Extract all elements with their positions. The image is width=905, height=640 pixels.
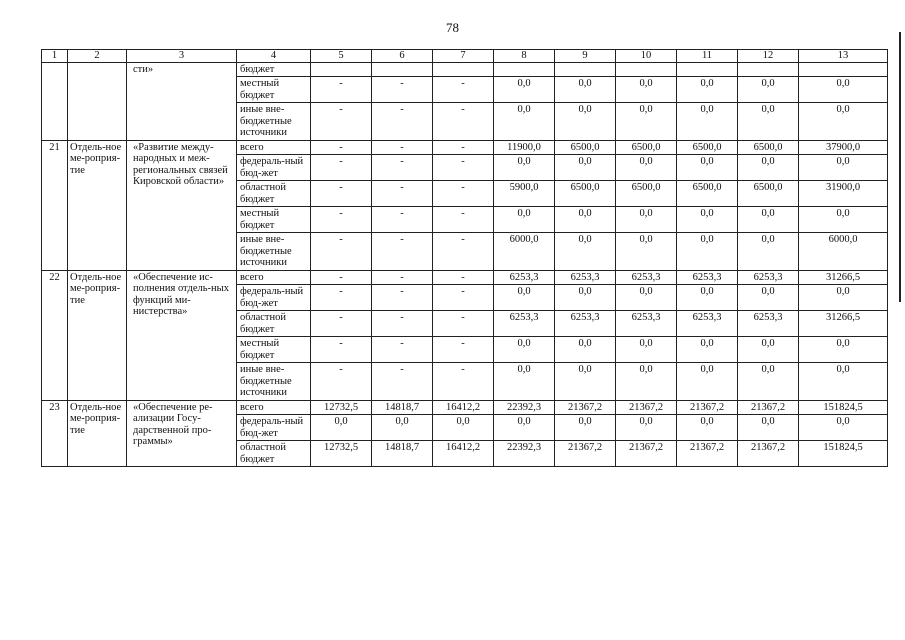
value-cell: 0,0 xyxy=(433,415,494,441)
value-cell: 31266,5 xyxy=(799,270,888,285)
value-cell: 21367,2 xyxy=(677,441,738,467)
item-name-cell: сти» xyxy=(127,62,237,140)
value-cell: 6253,3 xyxy=(494,270,555,285)
value-cell: - xyxy=(311,285,372,311)
value-cell: 21367,2 xyxy=(616,400,677,415)
value-cell: 16412,2 xyxy=(433,400,494,415)
value-cell xyxy=(738,62,799,77)
table-row xyxy=(42,62,888,77)
value-cell: - xyxy=(311,77,372,103)
value-cell: - xyxy=(372,207,433,233)
value-cell: 0,0 xyxy=(616,155,677,181)
value-cell: - xyxy=(433,311,494,337)
value-cell: - xyxy=(311,270,372,285)
value-cell: - xyxy=(372,181,433,207)
value-cell: 151824,5 xyxy=(799,441,888,467)
value-cell: 31900,0 xyxy=(799,181,888,207)
item-number-cell: 23 xyxy=(42,400,68,467)
column-number-3: 3 xyxy=(127,50,237,63)
value-cell: 0,0 xyxy=(677,77,738,103)
value-cell: 6500,0 xyxy=(555,140,616,155)
value-cell: 0,0 xyxy=(677,363,738,401)
value-cell: - xyxy=(372,337,433,363)
column-number-10: 10 xyxy=(616,50,677,63)
value-cell: 0,0 xyxy=(616,363,677,401)
value-cell: 6000,0 xyxy=(494,233,555,271)
value-cell: 0,0 xyxy=(372,415,433,441)
value-cell: - xyxy=(433,181,494,207)
value-cell: 0,0 xyxy=(616,233,677,271)
value-cell: 0,0 xyxy=(738,103,799,141)
value-cell xyxy=(555,62,616,77)
value-cell: 12732,5 xyxy=(311,441,372,467)
funding-source-cell: бюджет xyxy=(237,62,311,77)
funding-source-cell: федераль-ный бюд-жет xyxy=(237,285,311,311)
value-cell: - xyxy=(433,77,494,103)
value-cell: 6500,0 xyxy=(616,140,677,155)
value-cell: 6253,3 xyxy=(555,270,616,285)
column-number-9: 9 xyxy=(555,50,616,63)
item-type-cell: Отдель-ное ме-роприя-тие xyxy=(68,270,127,400)
value-cell: 0,0 xyxy=(494,337,555,363)
value-cell: 5900,0 xyxy=(494,181,555,207)
budget-table xyxy=(41,49,888,467)
value-cell: - xyxy=(433,207,494,233)
value-cell: 0,0 xyxy=(555,363,616,401)
value-cell: 151824,5 xyxy=(799,400,888,415)
funding-source-cell: областной бюджет xyxy=(237,181,311,207)
value-cell: 0,0 xyxy=(494,285,555,311)
value-cell: 22392,3 xyxy=(494,441,555,467)
value-cell: 0,0 xyxy=(494,77,555,103)
value-cell: 0,0 xyxy=(616,77,677,103)
value-cell: - xyxy=(433,363,494,401)
column-number-8: 8 xyxy=(494,50,555,63)
value-cell: 21367,2 xyxy=(555,441,616,467)
value-cell: 21367,2 xyxy=(555,400,616,415)
value-cell: 6253,3 xyxy=(677,311,738,337)
value-cell: - xyxy=(433,233,494,271)
value-cell: - xyxy=(433,155,494,181)
value-cell: 21367,2 xyxy=(738,441,799,467)
value-cell: 0,0 xyxy=(799,363,888,401)
table-row xyxy=(42,140,888,155)
value-cell: 0,0 xyxy=(738,77,799,103)
table-row xyxy=(42,270,888,285)
value-cell: 0,0 xyxy=(311,415,372,441)
value-cell: 0,0 xyxy=(738,155,799,181)
column-number-4: 4 xyxy=(237,50,311,63)
value-cell: 6500,0 xyxy=(677,181,738,207)
item-type-cell: Отдель-ное ме-роприя-тие xyxy=(68,140,127,270)
item-number-cell: 22 xyxy=(42,270,68,400)
value-cell: 21367,2 xyxy=(616,441,677,467)
column-number-2: 2 xyxy=(68,50,127,63)
value-cell: - xyxy=(311,311,372,337)
item-number-cell xyxy=(42,62,68,140)
value-cell: 0,0 xyxy=(799,337,888,363)
value-cell: 0,0 xyxy=(738,207,799,233)
item-name-cell: «Развитие между-народных и меж-региональных связей Кировской области» xyxy=(127,140,237,270)
value-cell xyxy=(677,62,738,77)
value-cell: 6500,0 xyxy=(738,181,799,207)
page-number: 78 xyxy=(446,20,459,35)
value-cell: 6253,3 xyxy=(738,311,799,337)
value-cell: 0,0 xyxy=(616,415,677,441)
value-cell: 6253,3 xyxy=(555,311,616,337)
value-cell: 0,0 xyxy=(738,233,799,271)
value-cell: 0,0 xyxy=(799,285,888,311)
value-cell: 0,0 xyxy=(555,103,616,141)
column-number-1: 1 xyxy=(42,50,68,63)
value-cell: - xyxy=(372,311,433,337)
value-cell: 6500,0 xyxy=(677,140,738,155)
value-cell: 0,0 xyxy=(616,337,677,363)
value-cell: 6253,3 xyxy=(494,311,555,337)
value-cell: 0,0 xyxy=(677,285,738,311)
item-name-cell: «Обеспечение ре-ализации Госу-дарственной про-граммы» xyxy=(127,400,237,467)
value-cell: 6253,3 xyxy=(616,311,677,337)
value-cell: - xyxy=(311,363,372,401)
value-cell: 0,0 xyxy=(494,155,555,181)
value-cell: 0,0 xyxy=(799,155,888,181)
table-row xyxy=(42,400,888,415)
item-number-cell: 21 xyxy=(42,140,68,270)
value-cell: - xyxy=(311,155,372,181)
value-cell: 22392,3 xyxy=(494,400,555,415)
value-cell: 14818,7 xyxy=(372,441,433,467)
value-cell: 14818,7 xyxy=(372,400,433,415)
value-cell: 0,0 xyxy=(494,103,555,141)
value-cell: 31266,5 xyxy=(799,311,888,337)
item-name-cell: «Обеспечение ис-полнения отдель-ных функций ми-нистерства» xyxy=(127,270,237,400)
value-cell: - xyxy=(372,103,433,141)
value-cell: 0,0 xyxy=(494,363,555,401)
funding-source-cell: областной бюджет xyxy=(237,311,311,337)
value-cell xyxy=(372,62,433,77)
value-cell: 0,0 xyxy=(616,285,677,311)
value-cell: - xyxy=(311,207,372,233)
value-cell: - xyxy=(433,337,494,363)
value-cell: - xyxy=(311,337,372,363)
value-cell: 0,0 xyxy=(616,207,677,233)
value-cell: 0,0 xyxy=(799,415,888,441)
value-cell: - xyxy=(372,270,433,285)
funding-source-cell: иные вне-бюджетные источники xyxy=(237,363,311,401)
funding-source-cell: местный бюджет xyxy=(237,337,311,363)
value-cell: 0,0 xyxy=(799,207,888,233)
column-number-11: 11 xyxy=(677,50,738,63)
value-cell: 0,0 xyxy=(738,285,799,311)
value-cell: 0,0 xyxy=(494,415,555,441)
column-number-12: 12 xyxy=(738,50,799,63)
value-cell: 6500,0 xyxy=(738,140,799,155)
value-cell: 6000,0 xyxy=(799,233,888,271)
value-cell: 0,0 xyxy=(555,207,616,233)
value-cell: 0,0 xyxy=(799,77,888,103)
funding-source-cell: местный бюджет xyxy=(237,207,311,233)
value-cell: 6253,3 xyxy=(616,270,677,285)
value-cell xyxy=(494,62,555,77)
funding-source-cell: иные вне-бюджетные источники xyxy=(237,103,311,141)
value-cell: 0,0 xyxy=(677,415,738,441)
value-cell: 0,0 xyxy=(555,415,616,441)
value-cell: - xyxy=(372,77,433,103)
value-cell: - xyxy=(311,140,372,155)
value-cell: - xyxy=(372,155,433,181)
value-cell: - xyxy=(372,140,433,155)
value-cell: - xyxy=(433,285,494,311)
value-cell: 0,0 xyxy=(555,233,616,271)
value-cell: 21367,2 xyxy=(738,400,799,415)
value-cell xyxy=(616,62,677,77)
item-type-cell: Отдель-ное ме-роприя-тие xyxy=(68,400,127,467)
value-cell: - xyxy=(372,285,433,311)
value-cell: 6253,3 xyxy=(738,270,799,285)
value-cell: 0,0 xyxy=(494,207,555,233)
value-cell: - xyxy=(433,140,494,155)
table-body xyxy=(42,50,888,467)
value-cell: 12732,5 xyxy=(311,400,372,415)
value-cell: - xyxy=(372,363,433,401)
value-cell xyxy=(433,62,494,77)
value-cell: 0,0 xyxy=(555,285,616,311)
value-cell: 6500,0 xyxy=(555,181,616,207)
value-cell: - xyxy=(311,103,372,141)
value-cell: 37900,0 xyxy=(799,140,888,155)
value-cell: 0,0 xyxy=(799,103,888,141)
value-cell: 0,0 xyxy=(677,233,738,271)
value-cell: 0,0 xyxy=(738,415,799,441)
value-cell: 0,0 xyxy=(677,337,738,363)
margin-rule xyxy=(899,32,901,302)
value-cell: 0,0 xyxy=(677,103,738,141)
value-cell xyxy=(799,62,888,77)
funding-source-cell: федераль-ный бюд-жет xyxy=(237,155,311,181)
funding-source-cell: областной бюджет xyxy=(237,441,311,467)
item-type-cell xyxy=(68,62,127,140)
value-cell: - xyxy=(433,103,494,141)
value-cell: 0,0 xyxy=(555,337,616,363)
value-cell: 0,0 xyxy=(677,207,738,233)
value-cell: - xyxy=(311,181,372,207)
funding-source-cell: всего xyxy=(237,140,311,155)
value-cell: 6253,3 xyxy=(677,270,738,285)
value-cell: 0,0 xyxy=(738,363,799,401)
value-cell: 0,0 xyxy=(677,155,738,181)
value-cell: 11900,0 xyxy=(494,140,555,155)
column-number-7: 7 xyxy=(433,50,494,63)
value-cell: 0,0 xyxy=(555,77,616,103)
value-cell xyxy=(311,62,372,77)
funding-source-cell: всего xyxy=(237,400,311,415)
value-cell: - xyxy=(311,233,372,271)
value-cell: - xyxy=(433,270,494,285)
funding-source-cell: местный бюджет xyxy=(237,77,311,103)
value-cell: - xyxy=(372,233,433,271)
funding-source-cell: федераль-ный бюд-жет xyxy=(237,415,311,441)
funding-source-cell: иные вне-бюджетные источники xyxy=(237,233,311,271)
funding-source-cell: всего xyxy=(237,270,311,285)
column-number-13: 13 xyxy=(799,50,888,63)
value-cell: 6500,0 xyxy=(616,181,677,207)
value-cell: 0,0 xyxy=(616,103,677,141)
column-number-row xyxy=(42,50,888,63)
column-number-5: 5 xyxy=(311,50,372,63)
column-number-6: 6 xyxy=(372,50,433,63)
value-cell: 16412,2 xyxy=(433,441,494,467)
value-cell: 0,0 xyxy=(738,337,799,363)
value-cell: 0,0 xyxy=(555,155,616,181)
value-cell: 21367,2 xyxy=(677,400,738,415)
